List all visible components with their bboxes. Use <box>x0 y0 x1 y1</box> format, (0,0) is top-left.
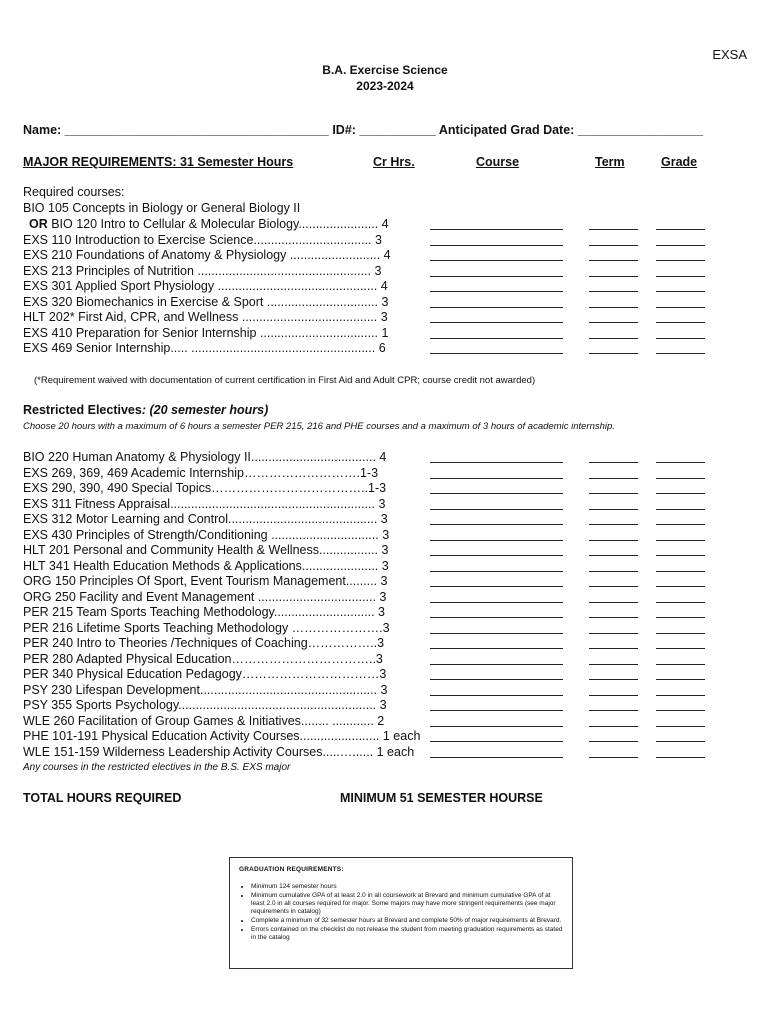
term-blank[interactable] <box>589 664 638 665</box>
required-intro: Required courses: <box>23 185 125 199</box>
course-blank[interactable] <box>430 307 563 308</box>
course-row <box>23 466 753 482</box>
grade-blank[interactable] <box>656 524 705 525</box>
grade-blank[interactable] <box>656 602 705 603</box>
course-text <box>23 621 390 635</box>
grade-blank[interactable] <box>656 757 705 758</box>
course-label: EXS 269, 369, 469 Academic Internship……………………….1-3 <box>23 465 379 480</box>
waiver-note: (*Requirement waived with documentation of current certification in First Aid and Adult CPR; course credit not awarded) <box>34 375 536 386</box>
course-row <box>23 341 753 357</box>
grade-blank[interactable] <box>656 555 705 556</box>
grade-blank[interactable] <box>656 617 705 618</box>
course-label: PER 216 Lifetime Sports Teaching Methodology ………………….3 <box>23 620 390 635</box>
grade-blank[interactable] <box>656 540 705 541</box>
course-label: PER 240 Intro to Theories /Techniques of Coaching……………..3 <box>23 636 385 650</box>
course-text <box>23 310 388 324</box>
course-text <box>23 341 386 355</box>
term-blank[interactable] <box>589 586 638 587</box>
or-prefix: OR <box>29 217 48 231</box>
course-label: HLT 341 Health Education Methods & Applications...................... 3 <box>23 558 389 573</box>
page-title: B.A. Exercise Science <box>322 63 448 77</box>
term-blank[interactable] <box>589 524 638 525</box>
course-text <box>23 698 387 712</box>
course-text <box>23 636 384 650</box>
course-row <box>23 574 753 590</box>
course-label: EXS 311 Fitness Appraisal........................................................... 3 <box>23 496 386 511</box>
term-blank[interactable] <box>589 353 638 354</box>
grade-blank[interactable] <box>656 245 705 246</box>
course-text <box>23 683 388 697</box>
grade-header: Grade <box>661 155 698 169</box>
cr-hrs-header: Cr Hrs. <box>373 155 415 169</box>
term-blank[interactable] <box>589 602 638 603</box>
course-label: ORG 150 Principles Of Sport, Event Tourism Management......... 3 <box>23 574 388 588</box>
term-blank[interactable] <box>589 571 638 572</box>
major-label: MAJOR REQUIREMENTS: <box>23 155 177 169</box>
grade-blank[interactable] <box>656 509 705 510</box>
course-row <box>23 512 753 528</box>
course-text <box>23 528 389 542</box>
course-blank[interactable] <box>430 338 563 339</box>
course-header: Course <box>476 155 520 169</box>
restricted-electives-subtitle: Choose 20 hours with a maximum of 6 hours a semester PER 215, 216 and PHE courses and a maximum of 3 hours of academic internship. <box>23 421 615 432</box>
course-row <box>23 698 753 714</box>
term-blank[interactable] <box>589 710 638 711</box>
term-blank[interactable] <box>589 338 638 339</box>
graduation-list <box>236 883 566 942</box>
term-blank[interactable] <box>589 291 638 292</box>
graduation-item: • Errors contained on the checklist do not release the student from meeting graduation requirements as stated in the catalog <box>251 926 566 942</box>
course-blank[interactable] <box>430 710 563 711</box>
grade-blank[interactable] <box>656 478 705 479</box>
course-row <box>23 528 753 544</box>
term-blank[interactable] <box>589 245 638 246</box>
electives-note: Any courses in the restricted electives in the B.S. EXS major <box>23 762 291 773</box>
course-label: EXS 110 Introduction to Exercise Science.................................. 3 <box>23 232 382 247</box>
course-row <box>23 667 753 683</box>
term-header: Term <box>595 155 625 169</box>
course-blank[interactable] <box>430 540 563 541</box>
course-text <box>23 590 386 604</box>
course-blank[interactable] <box>430 353 563 354</box>
course-blank[interactable] <box>430 586 563 587</box>
course-text <box>23 450 386 464</box>
course-row <box>23 497 753 513</box>
graduation-item: • Minimum 124 semester hours <box>251 883 566 891</box>
course-label: WLE 151-159 Wilderness Leadership Activity Courses.....…...... 1 each <box>23 744 415 759</box>
grade-blank[interactable] <box>656 726 705 727</box>
course-blank[interactable] <box>430 695 563 696</box>
term-blank[interactable] <box>589 260 638 261</box>
course-blank[interactable] <box>430 260 563 261</box>
course-blank[interactable] <box>430 617 563 618</box>
course-blank[interactable] <box>430 633 563 634</box>
grade-blank[interactable] <box>656 679 705 680</box>
major-hours: 31 Semester Hours <box>176 155 294 169</box>
graduation-item: • Minimum cumulative GPA of at least 2.0 in all coursework at Brevard and minimum cumulative GPA of at least 2.0 in all courses required for major. Some majors may have more stringent requirements (see major requirements in catalog) <box>251 892 566 916</box>
course-blank[interactable] <box>430 757 563 758</box>
course-label: PSY 230 Lifespan Development................................................... 3 <box>23 682 388 697</box>
grade-blank[interactable] <box>656 260 705 261</box>
course-blank[interactable] <box>430 571 563 572</box>
course-text <box>23 745 414 759</box>
academic-year: 2023-2024 <box>356 79 414 93</box>
course-label: ORG 250 Facility and Event Management .................................. 3 <box>23 589 387 604</box>
course-row <box>23 450 753 466</box>
course-blank[interactable] <box>430 524 563 525</box>
course-blank[interactable] <box>430 322 563 323</box>
grade-blank[interactable] <box>656 695 705 696</box>
term-blank[interactable] <box>589 617 638 618</box>
graduation-title: GRADUATION REQUIREMENTS: <box>239 866 344 873</box>
course-blank[interactable] <box>430 741 563 742</box>
restricted-electives-title <box>23 403 268 417</box>
course-row <box>23 621 753 637</box>
term-blank[interactable] <box>589 229 638 230</box>
course-row <box>23 714 753 730</box>
graduation-requirements-box <box>229 857 573 969</box>
term-blank[interactable] <box>589 679 638 680</box>
total-hours-label: TOTAL HOURS REQUIRED <box>23 791 182 805</box>
course-text <box>23 279 388 293</box>
term-blank[interactable] <box>589 726 638 727</box>
course-blank[interactable] <box>430 462 563 463</box>
grade-blank[interactable] <box>656 338 705 339</box>
term-blank[interactable] <box>589 695 638 696</box>
course-row <box>23 295 753 311</box>
total-hours-value: MINIMUM 51 SEMESTER HOURSE <box>340 791 543 805</box>
course-row <box>23 590 753 606</box>
course-blank[interactable] <box>430 648 563 649</box>
course-blank[interactable] <box>430 679 563 680</box>
course-blank[interactable] <box>430 291 563 292</box>
grade-blank[interactable] <box>656 291 705 292</box>
grade-blank[interactable] <box>656 633 705 634</box>
grade-blank[interactable] <box>656 229 705 230</box>
course-text <box>23 605 385 619</box>
course-row <box>23 326 753 342</box>
term-blank[interactable] <box>589 276 638 277</box>
course-text <box>29 217 389 231</box>
student-info-line: Name: ______________________________________ ID#: ___________ Anticipated Grad Date: __________________ <box>23 123 703 137</box>
course-row <box>23 248 753 264</box>
course-text <box>23 667 386 681</box>
course-row <box>23 264 753 280</box>
course-label: HLT 201 Personal and Community Health & Wellness................. 3 <box>23 543 389 557</box>
term-blank[interactable] <box>589 493 638 494</box>
course-text <box>23 233 382 247</box>
course-row <box>23 543 753 559</box>
term-blank[interactable] <box>589 555 638 556</box>
course-label: BIO 220 Human Anatomy & Physiology II.................................... 4 <box>23 450 387 464</box>
term-blank[interactable] <box>589 741 638 742</box>
course-text <box>23 574 388 588</box>
course-blank[interactable] <box>430 229 563 230</box>
course-label: EXS 469 Senior Internship..... ..................................................... 6 <box>23 341 386 355</box>
restricted-title-text: Restricted Electives <box>23 403 142 417</box>
term-blank[interactable] <box>589 462 638 463</box>
course-row <box>23 233 753 249</box>
course-row <box>23 559 753 575</box>
course-label: BIO 120 Intro to Cellular & Molecular Biology....................... 4 <box>47 217 389 231</box>
course-row <box>23 310 753 326</box>
term-blank[interactable] <box>589 307 638 308</box>
course-label: WLE 260 Facilitation of Group Games & Initiatives........ ............ 2 <box>23 713 385 728</box>
course-blank[interactable] <box>430 478 563 479</box>
course-text <box>23 512 388 526</box>
course-blank[interactable] <box>430 664 563 665</box>
term-blank[interactable] <box>589 633 638 634</box>
course-label: EXS 320 Biomechanics in Exercise & Sport ................................ 3 <box>23 294 389 309</box>
course-label: EXS 290, 390, 490 Special Topics………………………………..1-3 <box>23 481 387 495</box>
course-label: EXS 213 Principles of Nutrition .................................................. 3 <box>23 263 382 278</box>
term-blank[interactable] <box>589 509 638 510</box>
grade-blank[interactable] <box>656 648 705 649</box>
major-requirements-header <box>23 155 293 169</box>
grade-blank[interactable] <box>656 710 705 711</box>
course-text <box>23 497 385 511</box>
course-label: EXS 410 Preparation for Senior Internship .................................. 1 <box>23 325 389 340</box>
course-text <box>23 543 388 557</box>
course-blank[interactable] <box>430 245 563 246</box>
term-blank[interactable] <box>589 540 638 541</box>
course-text <box>23 481 386 495</box>
course-text <box>23 559 389 573</box>
course-label: EXS 312 Motor Learning and Control........................................... 3 <box>23 512 388 526</box>
course-label: EXS 210 Foundations of Anatomy & Physiology .......................... 4 <box>23 248 391 262</box>
course-row <box>23 481 753 497</box>
program-code: EXSA <box>712 47 747 62</box>
course-text <box>23 295 388 309</box>
course-label: PER 280 Adapted Physical Education……………………………..3 <box>23 651 383 666</box>
course-text <box>23 729 420 743</box>
course-row <box>23 217 753 233</box>
course-label: HLT 202* First Aid, CPR, and Wellness ....................................... 3 <box>23 310 388 324</box>
grade-blank[interactable] <box>656 322 705 323</box>
course-text <box>23 264 381 278</box>
course-row <box>23 652 753 668</box>
course-text <box>23 466 378 480</box>
course-label: PSY 355 Sports Psychology......................................................... 3 <box>23 698 387 712</box>
course-label: PER 340 Physical Education Pedagogy……………………………3 <box>23 667 387 681</box>
course-row <box>23 729 753 745</box>
course-row <box>23 279 753 295</box>
course-text <box>23 714 384 728</box>
grade-blank[interactable] <box>656 571 705 572</box>
restricted-hours: : (20 semester hours) <box>141 403 269 417</box>
course-label: EXS 301 Applied Sport Physiology .............................................. 4 <box>23 279 388 293</box>
required-lead-course: BIO 105 Concepts in Biology or General Biology II <box>23 201 301 215</box>
grade-blank[interactable] <box>656 462 705 463</box>
course-blank[interactable] <box>430 509 563 510</box>
grade-blank[interactable] <box>656 586 705 587</box>
grade-blank[interactable] <box>656 307 705 308</box>
grade-blank[interactable] <box>656 493 705 494</box>
course-row <box>23 745 753 761</box>
course-blank[interactable] <box>430 602 563 603</box>
term-blank[interactable] <box>589 322 638 323</box>
term-blank[interactable] <box>589 757 638 758</box>
course-blank[interactable] <box>430 493 563 494</box>
course-blank[interactable] <box>430 726 563 727</box>
course-row <box>23 683 753 699</box>
term-blank[interactable] <box>589 648 638 649</box>
course-label: PHE 101-191 Physical Education Activity Courses....................... 1 each <box>23 729 421 743</box>
course-text <box>23 652 383 666</box>
grade-blank[interactable] <box>656 353 705 354</box>
course-row <box>23 605 753 621</box>
grade-blank[interactable] <box>656 276 705 277</box>
graduation-item: • Complete a minimum of 32 semester hours at Brevard and complete 50% of major requirements at Brevard. <box>251 917 566 925</box>
course-label: PER 215 Team Sports Teaching Methodology............................. 3 <box>23 605 385 619</box>
grade-blank[interactable] <box>656 741 705 742</box>
course-blank[interactable] <box>430 555 563 556</box>
course-text <box>23 326 388 340</box>
course-label: EXS 430 Principles of Strength/Conditioning ............................... 3 <box>23 527 390 542</box>
course-row <box>23 636 753 652</box>
term-blank[interactable] <box>589 478 638 479</box>
course-text <box>23 248 391 262</box>
course-blank[interactable] <box>430 276 563 277</box>
grade-blank[interactable] <box>656 664 705 665</box>
